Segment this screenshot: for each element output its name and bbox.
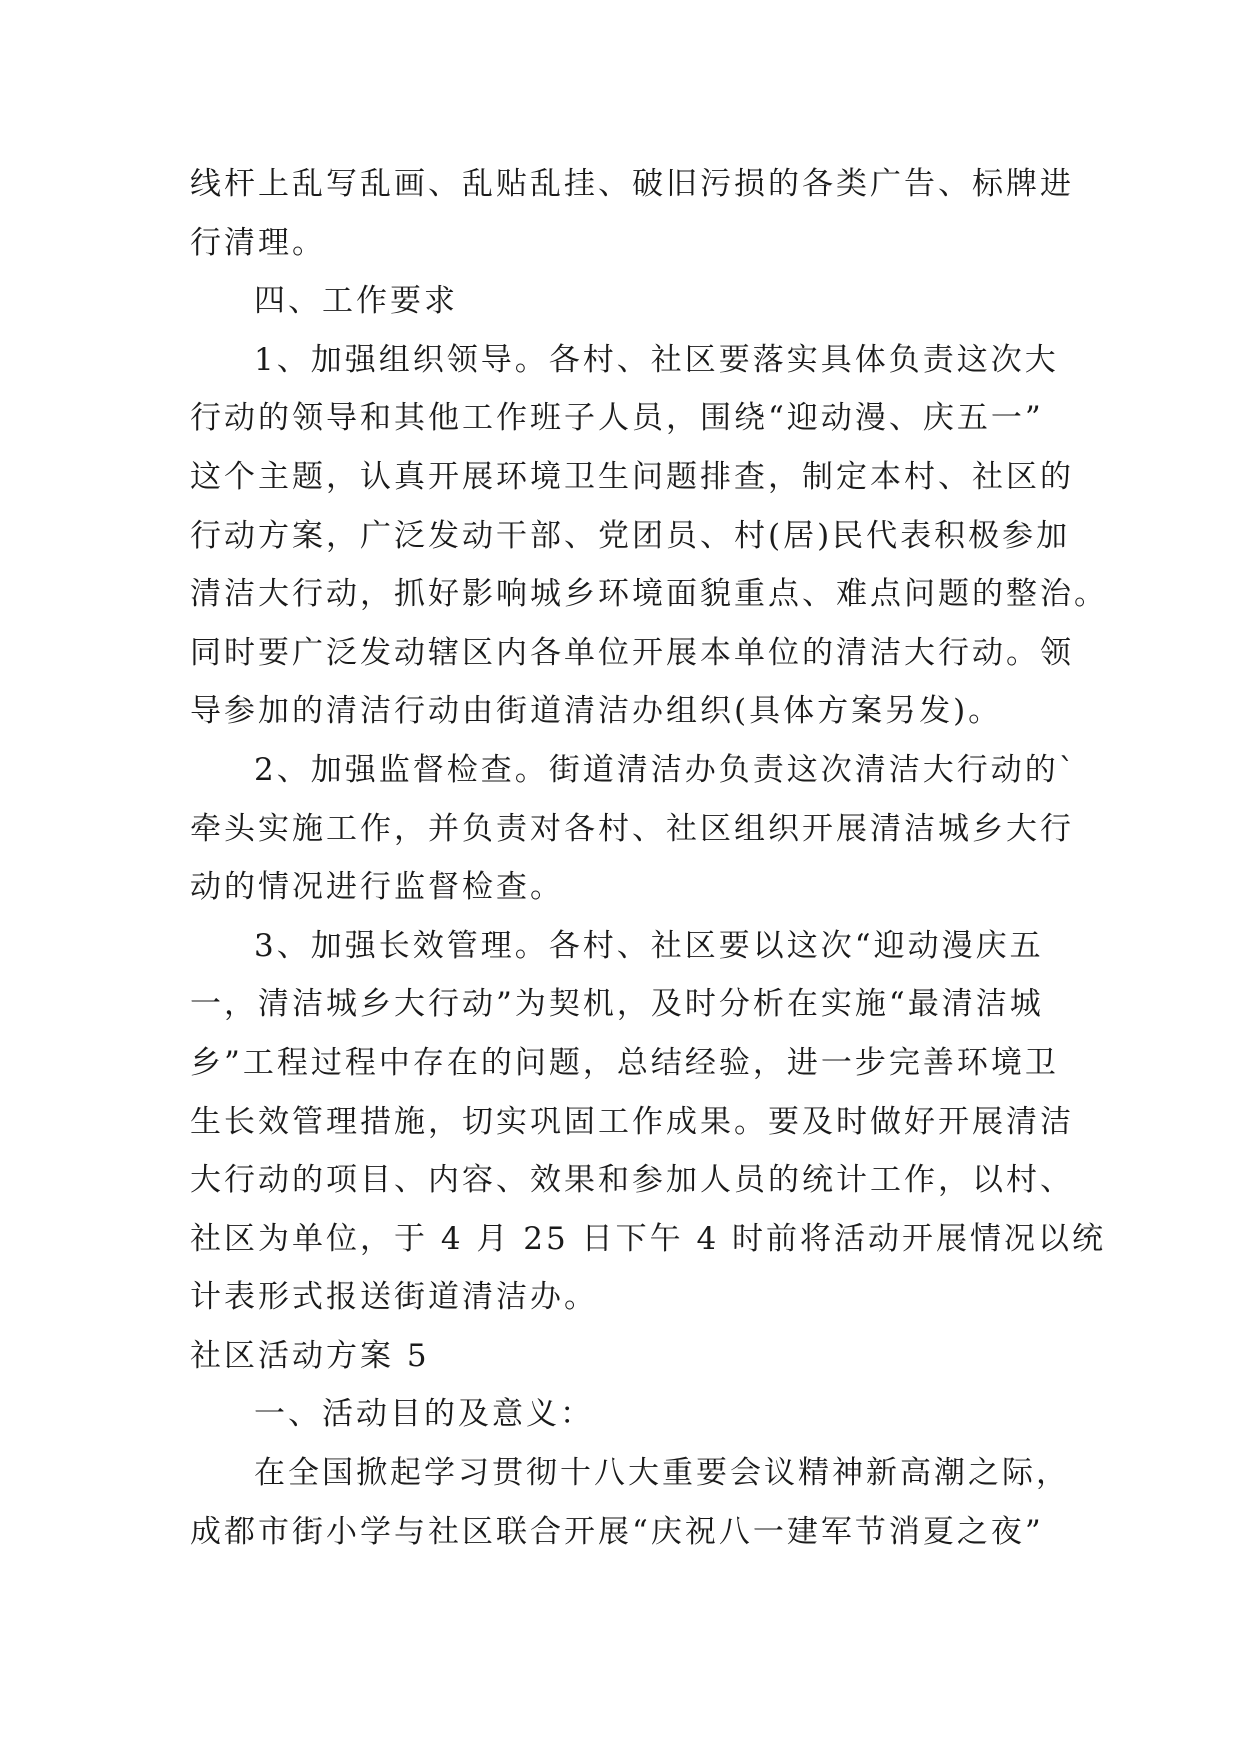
text-line: 社区活动方案 5 (190, 1337, 430, 1374)
text-line: 动的情况进行监督检查。 (190, 869, 564, 906)
text-line: 乡”工程过程中存在的问题，总结经验，进一步完善环境卫 (190, 1044, 1059, 1081)
text-line: 行动方案，广泛发动干部、党团员、村(居)民代表积极参加 (190, 517, 1071, 554)
document-body (190, 155, 1108, 1561)
text-line: 一，清洁城乡大行动”为契机，及时分析在实施“最清洁城 (190, 986, 1044, 1023)
text-line: 导参加的清洁行动由街道清洁办组织(具体方案另发)。 (190, 693, 1003, 730)
text-line: 3、加强长效管理。各村、社区要以这次“迎动漫庆五 (254, 927, 1044, 964)
text-line: 大行动的项目、内容、效果和参加人员的统计工作，以村、 (190, 1162, 1074, 1199)
text-line: 牵头实施工作，并负责对各村、社区组织开展清洁城乡大行 (190, 810, 1074, 847)
text-line: 生长效管理措施，切实巩固工作成果。要及时做好开展清洁 (190, 1103, 1074, 1140)
text-line: 行清理。 (190, 224, 326, 261)
text-line: 这个主题，认真开展环境卫生问题排查，制定本村、社区的 (190, 458, 1074, 495)
text-line: 成都市街小学与社区联合开展“庆祝八一建军节消夏之夜” (190, 1513, 1044, 1550)
text-line: 线杆上乱写乱画、乱贴乱挂、破旧污损的各类广告、标牌进 (190, 166, 1074, 202)
text-line: 清洁大行动，抓好影响城乡环境面貌重点、难点问题的整治。 (190, 576, 1108, 613)
text-line: 一、活动目的及意义： (254, 1396, 594, 1433)
text-line: 1、加强组织领导。各村、社区要落实具体负责这次大 (254, 341, 1059, 378)
text-line: 四、工作要求 (254, 283, 458, 320)
text-line: 2、加强监督检查。街道清洁办负责这次清洁大行动的` (254, 751, 1078, 788)
text-line: 在全国掀起学习贯彻十八大重要会议精神新高潮之际， (254, 1455, 1070, 1492)
text-line: 同时要广泛发动辖区内各单位开展本单位的清洁大行动。领 (190, 634, 1074, 671)
text-line: 计表形式报送街道清洁办。 (190, 1279, 598, 1316)
text-line: 社区为单位，于 4 月 25 日下午 4 时前将活动开展情况以统 (190, 1220, 1107, 1257)
text-line: 行动的领导和其他工作班子人员，围绕“迎动漫、庆五一” (190, 400, 1044, 437)
